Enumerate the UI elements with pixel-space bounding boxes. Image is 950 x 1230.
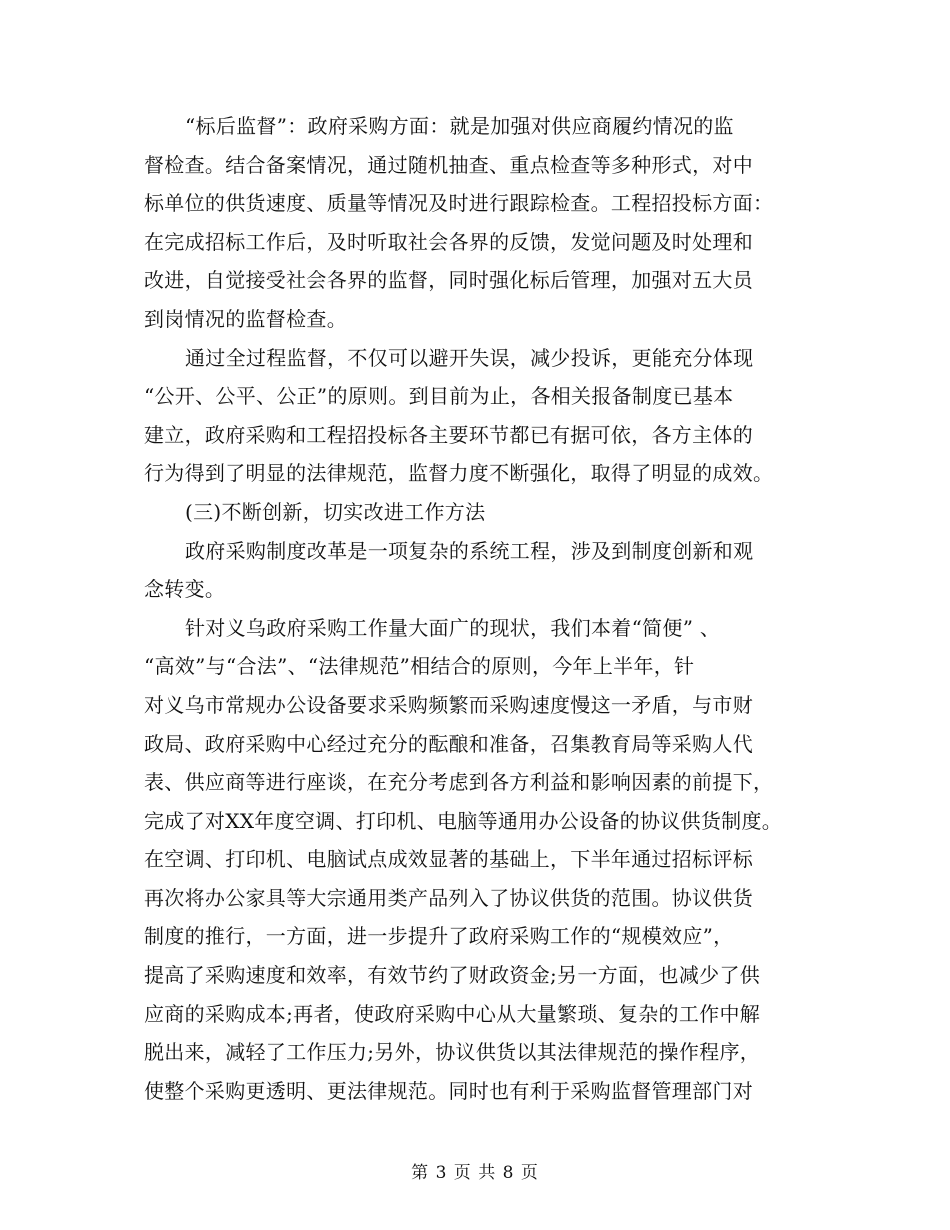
section-heading: (三)不断创新，切实改进工作方法 — [185, 499, 486, 524]
paragraph-line: 在空调、打印机、电脑试点成效显著的基础上，下半年通过招标评标 — [144, 847, 753, 872]
paragraph-line: 表、供应商等进行座谈，在充分考虑到各方利益和影响因素的前提下， — [144, 770, 774, 795]
paragraph-line: 政府采购制度改革是一项复杂的系统工程，涉及到制度创新和观 — [185, 538, 754, 563]
paragraph-line: 针对义乌政府采购工作量大面广的现状，我们本着“简便” 、 — [185, 615, 721, 640]
page-number-footer: 第 3 页 共 8 页 — [411, 1163, 539, 1183]
document-body — [144, 107, 814, 1110]
paragraph-line: 政局、政府采购中心经过充分的酝酿和准备，召集教育局等采购人代 — [144, 731, 753, 756]
paragraph-line: 应商的采购成本;再者，使政府采购中心从大量繁琐、复杂的工作中解 — [144, 1001, 761, 1026]
paragraph-line: 建立，政府采购和工程招投标各主要环节都已有据可依，各方主体的 — [144, 422, 753, 447]
paragraph-line: 通过全过程监督，不仅可以避开失误，减少投诉，更能充分体现 — [185, 345, 754, 370]
paragraph-line: 提高了采购速度和效率，有效节约了财政资金;另一方面，也减少了供 — [144, 963, 761, 988]
paragraph-line: “公开、公平、公正”的原则。到目前为止，各相关报备制度已基本 — [144, 384, 734, 409]
paragraph-line: 对义乌市常规办公设备要求采购频繁而采购速度慢这一矛盾，与市财 — [144, 692, 753, 717]
paragraph-line: 到岗情况的监督检查。 — [144, 306, 347, 331]
paragraph-line: 脱出来，减轻了工作压力;另外，协议供货以其法律规范的操作程序， — [144, 1040, 761, 1065]
paragraph-line: 改进，自觉接受社会各界的监督，同时强化标后管理，加强对五大员 — [144, 268, 753, 293]
paragraph-line: 制度的推行，一方面，进一步提升了政府采购工作的“规模效应”， — [144, 924, 734, 949]
paragraph-line: 标单位的供货速度、质量等情况及时进行跟踪检查。工程招投标方面： — [144, 191, 774, 216]
paragraph-line: 在完成招标工作后，及时听取社会各界的反馈，发觉问题及时处理和 — [144, 229, 753, 254]
paragraph-line: “高效”与“合法”、“法律规范”相结合的原则，今年上半年，针 — [144, 654, 695, 679]
paragraph-line: 督检查。结合备案情况，通过随机抽查、重点检查等多种形式，对中 — [144, 152, 753, 177]
paragraph-line: 行为得到了明显的法律规范，监督力度不断强化，取得了明显的成效。 — [144, 461, 774, 486]
paragraph-line: 完成了对XX年度空调、打印机、电脑等通用办公设备的协议供货制度。 — [144, 808, 783, 833]
paragraph-line: “标后监督”：政府采购方面：就是加强对供应商履约情况的监 — [185, 114, 734, 138]
paragraph-line: 念转变。 — [144, 577, 226, 602]
paragraph-line: 再次将办公家具等大宗通用类产品列入了协议供货的范围。协议供货 — [144, 885, 753, 910]
paragraph-line: 使整个采购更透明、更法律规范。同时也有利于采购监督管理部门对 — [144, 1078, 753, 1103]
